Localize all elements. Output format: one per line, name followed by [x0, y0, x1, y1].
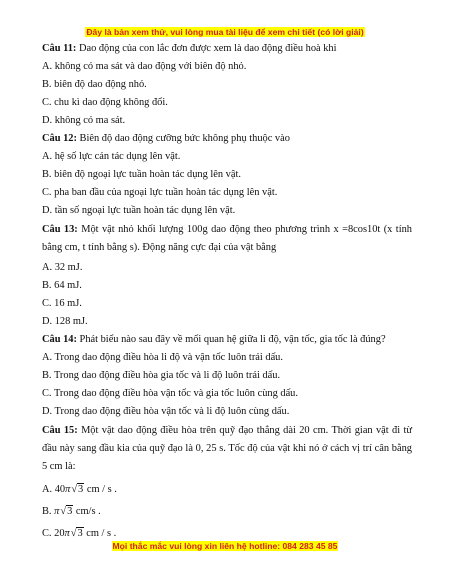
option-b — [42, 501, 412, 523]
pi-symbol: π — [64, 528, 70, 539]
question-label: Câu 15: — [42, 425, 78, 436]
option-b: B. 64 mJ. — [42, 280, 82, 291]
question-label: Câu 13: — [42, 224, 78, 235]
pi-symbol: π — [54, 506, 60, 517]
question-15 — [42, 422, 412, 476]
option-a: A. không có ma sát và dao động với biên độ nhỏ. — [42, 61, 247, 72]
square-root: √3 — [71, 484, 84, 495]
question-text: Dao động của con lắc đơn được xem là dao động điều hoà khi — [76, 43, 337, 54]
question-text: Một vật dao động điều hòa trên quỹ đạo thẳng dài 20 cm. Thời gian vật đi từ đầu này sang đầu kia của quỹ đạo là 0, 25 s. Tốc độ của vật khi nó ở cách vị trí cân bằng 5 cm là: — [42, 425, 412, 472]
question-label: Câu 12: — [42, 133, 77, 144]
option-a: A. 32 mJ. — [42, 262, 83, 273]
question-label: Câu 11: — [42, 43, 77, 54]
option-a — [42, 479, 412, 501]
option-b: B. Trong dao động điều hòa gia tốc và li độ luôn trái dấu. — [42, 370, 281, 381]
option-b: B. biên độ ngoại lực tuần hoàn tác dụng lên vật. — [42, 169, 241, 180]
question-label: Câu 14: — [42, 334, 77, 345]
preview-notice-text: Đây là bản xem thử, vui lòng mua tài liệu để xem chi tiết (có lời giải) — [86, 27, 364, 37]
radicand: 3 — [78, 484, 84, 495]
square-root: √3 — [60, 506, 73, 517]
option-d: D. không có ma sát. — [42, 115, 126, 126]
question-text: Một vật nhỏ khối lượng 100g dao động theo phương trình x =8cos10t (x tính bằng cm, t tính bằng s). Động năng cực đại của vật bằng — [42, 224, 412, 253]
unit: cm / s . — [84, 484, 117, 495]
unit: cm / s . — [83, 528, 117, 539]
option-letter: C. — [42, 528, 52, 539]
square-root: √3 — [70, 528, 83, 539]
hotline-banner — [0, 541, 450, 551]
unit: cm/s . — [73, 506, 101, 517]
hotline-text: Mọi thắc mắc vui lòng xin liên hệ hotline: 084 283 45 85 — [112, 541, 338, 551]
option-c: C. pha ban đầu của ngoại lực tuần hoàn tác dụng lên vật. — [42, 187, 278, 198]
option-d: D. tần số ngoại lực tuần hoàn tác dụng lên vật. — [42, 205, 236, 216]
radicand: 3 — [67, 506, 73, 517]
radicand: 3 — [77, 528, 83, 539]
preview-notice-banner — [0, 27, 450, 37]
option-c: C. 16 mJ. — [42, 298, 82, 309]
option-b: B. biên độ dao động nhỏ. — [42, 79, 147, 90]
option-letter: A. — [42, 484, 53, 495]
question-12 — [42, 131, 412, 149]
option-d: D. Trong dao động điều hòa vận tốc và li độ luôn cùng dấu. — [42, 406, 290, 417]
option-a: A. Trong dao động điều hòa li độ và vận tốc luôn trái dấu. — [42, 352, 283, 363]
pi-symbol: π — [65, 484, 71, 495]
question-text: Phát biểu nào sau đây về mối quan hệ giữa li độ, vận tốc, gia tốc là đúng? — [76, 334, 386, 345]
question-13 — [42, 221, 412, 257]
question-11 — [42, 41, 412, 59]
question-14 — [42, 332, 412, 350]
coefficient: 20 — [54, 528, 65, 539]
option-c: C. Trong dao động điều hòa vận tốc và gia tốc luôn cùng dấu. — [42, 388, 298, 399]
question-text: Biên độ dao động cưỡng bức không phụ thuộc vào — [76, 133, 290, 144]
document-body — [42, 41, 412, 545]
option-letter: B. — [42, 506, 52, 517]
option-d: D. 128 mJ. — [42, 316, 88, 327]
option-c: C. chu kì dao động không đổi. — [42, 97, 168, 108]
option-a: A. hệ số lực cản tác dụng lên vật. — [42, 151, 181, 162]
coefficient: 40 — [54, 484, 66, 495]
